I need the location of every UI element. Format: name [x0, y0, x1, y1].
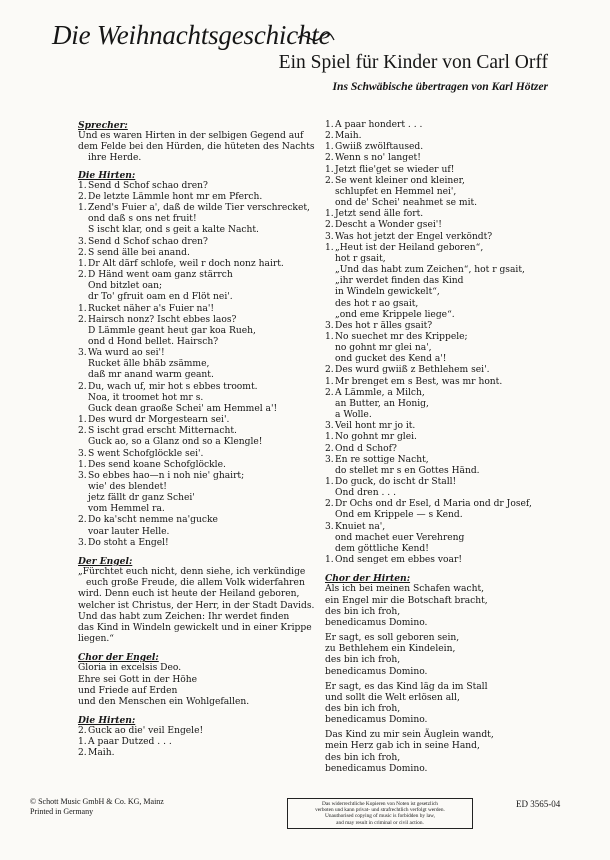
edition-number: ED 3565-04 [516, 799, 561, 809]
speaker-number: 1. [78, 180, 87, 191]
chor-hirten-stanzas [325, 584, 557, 775]
dialogue-text: S send älle bei anand. [88, 247, 190, 258]
dialogue-text: Du, wach uf, mir hot s ebbes troomt. Noa, it troomet hot mr s. Guck dean graoße Schei' am Hemmel a'! [88, 381, 278, 414]
speaker-number: 2. [325, 131, 334, 142]
dialogue-item [325, 243, 557, 321]
speaker-number: 3. [325, 231, 334, 242]
subtitle: Ein Spiel für Kinder von Carl Orff [278, 52, 548, 73]
stanza-line: mein Herz gab ich in seine Hand, [325, 741, 480, 752]
dialogue-text: Rucket näher a's Fuier na'! [88, 303, 215, 314]
dialogue-text: „Heut ist der Heiland geboren“, hot r gsait, „Und das habt zum Zeichen“, hot r gsait, „ihr werdet finden das Kind in Windeln gewickelt“, des hot r ao gsait, „ond eme Krippele liege“. [335, 242, 525, 320]
dialogue-item [78, 304, 314, 315]
dialogue-text: Was hot jetzt der Engel verköndt? [335, 231, 493, 242]
title-flourish-icon [296, 28, 336, 48]
speaker-number: 1. [325, 142, 334, 153]
dialogue-text: A paar hondert . . . [335, 120, 423, 130]
stanza-line: des bin ich froh, [325, 606, 401, 617]
stanza-line: ein Engel mir die Botschaft bracht, [325, 595, 488, 606]
dialogue-text: A paar Dutzed . . . [88, 737, 172, 748]
dialogue-item [325, 142, 557, 153]
stanza [325, 682, 557, 727]
dialogue-item [325, 421, 557, 432]
dialogue-item [325, 220, 557, 231]
speaker-number: 3. [78, 348, 87, 359]
page-title: Die Weihnachtsgeschichte [52, 20, 331, 50]
dialogue-text: Do stoht a Engel! [88, 537, 169, 548]
speaker-number: 1. [325, 555, 334, 566]
speaker-number: 2. [325, 387, 334, 398]
speaker-number: 2. [325, 220, 334, 231]
dialogue-text: No gohnt mr glei. [335, 432, 417, 443]
speaker-number: 1. [325, 120, 334, 130]
printed-text: Printed in Germany [30, 807, 94, 816]
text-line: welcher ist Christus, der Herr, in der Stadt Davids. [78, 600, 315, 611]
dialogue-list-right [325, 120, 557, 566]
text-line: das Kind in Windeln gewickelt und in einer Krippe [78, 622, 312, 633]
dialogue-item [325, 477, 557, 499]
dialogue-item [78, 460, 314, 471]
section-heading-hirten-2: Die Hirten: [78, 714, 136, 726]
stanza-line: benedicamus Domino. [325, 715, 428, 726]
dialogue-item [78, 426, 314, 448]
speaker-number: 2. [325, 175, 334, 186]
speaker-number: 1. [325, 432, 334, 443]
stanza-line: zu Bethlehem ein Kindelein, [325, 644, 456, 655]
stanza [325, 584, 557, 629]
stanza-line: Das Kind zu mir sein Äuglein wandt, [325, 730, 494, 741]
dialogue-item [78, 315, 314, 348]
dialogue-item [78, 203, 314, 236]
dialogue-text: Send d Schof schao dren? [88, 236, 208, 247]
dialogue-item [78, 248, 314, 259]
speaker-number: 1. [78, 258, 87, 269]
dialogue-text: A Lämmle, a Milch, an Butter, an Honig, a Wolle. [335, 387, 429, 421]
dialogue-text: Des send koane Schofglöckle. [88, 459, 226, 470]
dialogue-item [325, 377, 557, 388]
speaker-number: 3. [325, 454, 334, 465]
dialogue-item [325, 176, 557, 209]
dialogue-item [78, 737, 314, 748]
sprecher-text [78, 131, 314, 164]
speaker-number: 1. [325, 477, 334, 487]
stanza-line: des bin ich froh, [325, 655, 401, 666]
speaker-number: 2. [78, 270, 87, 281]
dialogue-item [78, 515, 314, 537]
speaker-number: 3. [325, 421, 334, 432]
speaker-number: 2. [78, 381, 87, 392]
dialogue-item [325, 165, 557, 176]
dialogue-text: No suechet mr des Krippele; no gohnt mr glei na', ond gucket des Kend a'! [335, 331, 468, 365]
dialogue-item [325, 388, 557, 421]
dialogue-text: Knuiet na', ond machet euer Verehreng dem göttliche Kend! [335, 521, 465, 554]
dialogue-item [78, 449, 314, 460]
stanza [325, 633, 557, 678]
dialogue-text: Descht a Wonder gsei'! [335, 220, 442, 231]
dialogue-text: Des hot r älles gsait? [335, 320, 433, 331]
dialogue-item [78, 237, 314, 248]
dialogue-text: Ond senget em ebbes voar! [335, 555, 463, 566]
chor-engel-text [78, 663, 314, 708]
dialogue-item [325, 444, 557, 455]
dialogue-item [325, 131, 557, 142]
dialogue-item [78, 348, 314, 381]
text-line: liegen.“ [78, 634, 114, 645]
stanza-line: und sollt die Welt erlösen all, [325, 692, 460, 703]
dialogue-text: Send d Schof schao dren? [88, 180, 208, 191]
dialogue-list-hirten [78, 181, 314, 549]
speaker-number: 1. [78, 459, 87, 470]
dialogue-item [325, 555, 557, 566]
speaker-number: 3. [78, 236, 87, 247]
notice-line: and may result in criminal or civil action. [336, 819, 424, 826]
dialogue-text: Ond d Schof? [335, 443, 397, 454]
dialogue-item [325, 120, 557, 131]
stanza-line: des bin ich froh, [325, 703, 401, 714]
speaker-number: 1. [325, 331, 334, 342]
dialogue-text: Jetzt flie'get se wieder uf! [335, 164, 455, 175]
engel-text [78, 567, 314, 645]
dialogue-item [78, 748, 314, 759]
dialogue-item [78, 382, 314, 415]
dialogue-text: Se went kleiner ond kleiner, schlupfet en Hemmel nei', ond de' Schei' neahmet se mit. [335, 175, 478, 209]
speaker-number: 1. [78, 303, 87, 314]
text-line: und den Menschen ein Wohlgefallen. [78, 696, 250, 707]
text-line: dem Felde bei den Hürden, die hüteten des Nachts [78, 142, 315, 153]
speaker-number: 2. [325, 499, 334, 510]
dialogue-item [78, 181, 314, 192]
text-line: euch große Freude, die allem Volk widerfahren [86, 578, 305, 589]
dialogue-text: Do guck, do ischt dr Stall! Ond dren . . . [335, 477, 457, 499]
dialogue-text: Dr Ochs ond dr Esel, d Maria ond dr Josef, Ond em Krippele — s Kend. [335, 499, 532, 521]
stanza-line: benedicamus Domino. [325, 763, 428, 774]
stanza-line: benedicamus Domino. [325, 666, 428, 677]
footer-copyright [30, 797, 164, 817]
stanza-line: Er sagt, es das Kind läg da im Stall [325, 681, 488, 692]
dialogue-text: Do ka'scht nemme na'gucke voar lauter Helle. [88, 515, 218, 537]
dialogue-item [325, 499, 557, 521]
speaker-number: 1. [325, 209, 334, 220]
speaker-number: 1. [78, 737, 87, 748]
speaker-number: 2. [325, 365, 334, 376]
dialogue-item [78, 259, 314, 270]
speaker-number: 1. [325, 164, 334, 175]
stanza [325, 730, 557, 775]
translator-credit: Ins Schwäbische übertragen von Karl Hötzer [332, 80, 548, 93]
speaker-number: 2. [78, 314, 87, 325]
dialogue-text: De letzte Lämmle hont mr em Pferch. [88, 191, 263, 202]
text-line: Ehre sei Gott in der Höhe [78, 674, 198, 685]
text-line: „Fürchtet euch nicht, denn siehe, ich verkündige [78, 567, 306, 578]
dialogue-text: Des wurd dr Morgestearn sei'. [88, 415, 230, 426]
dialogue-list-hirten-2 [78, 726, 314, 759]
dialogue-item [78, 192, 314, 203]
dialogue-text: Zend's Fuier a', daß de wilde Tier verschrecket, ond daß s ons net fruit! S ischt klar, ond s geit a kalte Nacht. [88, 203, 310, 236]
section-heading-chor-hirten: Chor der Hirten: [325, 573, 411, 585]
dialogue-item [78, 270, 314, 303]
speaker-number: 2. [325, 153, 334, 164]
dialogue-text: Dr Alt därf schlofe, weil r doch nonz hairt. [88, 258, 284, 269]
stanza-line: Er sagt, es soll geboren sein, [325, 633, 460, 644]
dialogue-text: Wenn s no' langet! [335, 153, 421, 164]
dialogue-text: Hairsch nonz? Ischt ebbes laos? D Lämmle geant heut gar koa Rueh, ond d Hond bellet. Hairsch? [88, 314, 256, 347]
dialogue-item [325, 432, 557, 443]
dialogue-item [325, 321, 557, 332]
dialogue-text: Des wurd gwiiß z Bethlehem sei'. [335, 365, 490, 376]
dialogue-item [325, 332, 557, 365]
dialogue-text: En re sottige Nacht, do stellet mr s en Gottes Händ. [335, 454, 480, 476]
speaker-number: 3. [78, 537, 87, 548]
speaker-number: 3. [325, 521, 334, 532]
dialogue-text: Wa wurd ao sei'! Rucket älle bhäb zsämme, daß mr anand warm geant. [88, 348, 214, 381]
dialogue-item [325, 153, 557, 164]
dialogue-text: S went Schofglöckle sei'. [88, 448, 204, 459]
speaker-number: 1. [325, 376, 334, 387]
speaker-number: 2. [78, 247, 87, 258]
right-column [325, 120, 557, 775]
dialogue-item [325, 232, 557, 243]
section-heading-sprecher: Sprecher: [78, 120, 128, 131]
notice-line: Das widerrechtliche Kopieren von Noten ist gesetzlich [322, 801, 438, 807]
dialogue-item [78, 538, 314, 549]
dialogue-text: So ebbes hao—n i noh nie' ghairt; wie' des blendet! jetz fällt dr ganz Schei' vom Hemmel ra. [88, 470, 245, 515]
stanza-line: des bin ich froh, [325, 752, 401, 763]
dialogue-text: Maih. [88, 748, 115, 759]
dialogue-text: Gwiiß zwölftaused. [335, 142, 424, 153]
dialogue-item [78, 471, 314, 516]
dialogue-text: S ischt grad erscht Mitternacht. Guck ao, so a Glanz ond so a Klengle! [88, 426, 263, 448]
copyright-text: © Schott Music GmbH & Co. KG, Mainz [30, 797, 164, 806]
dialogue-text: Veil hont mr jo it. [335, 421, 416, 432]
section-heading-hirten: Die Hirten: [78, 169, 136, 181]
dialogue-text: Jetzt send älle fort. [335, 209, 424, 220]
dialogue-item [325, 455, 557, 477]
speaker-number: 1. [325, 242, 334, 253]
speaker-number: 3. [78, 448, 87, 459]
dialogue-text: Maih. [335, 131, 362, 142]
text-line: wird. Denn euch ist heute der Heiland geboren, [78, 589, 300, 600]
dialogue-text: Mr brenget em s Best, was mr hont. [335, 376, 503, 387]
dialogue-item [78, 415, 314, 426]
speaker-number: 3. [325, 320, 334, 331]
notice-line: verboten und kann privat- und strafrechtlich verfolgt werden. [315, 807, 445, 814]
text-line: und Friede auf Erden [78, 685, 178, 696]
text-line: Und es waren Hirten in der selbigen Gegend auf [78, 131, 304, 142]
speaker-number: 1. [78, 415, 87, 426]
text-line: ihre Herde. [88, 153, 142, 164]
speaker-number: 2. [78, 515, 87, 526]
section-heading-chor-engel: Chor der Engel: [78, 652, 159, 664]
speaker-number: 3. [78, 470, 87, 481]
notice-line: Unauthorised copying of music is forbidden by law, [325, 813, 435, 820]
text-line: Gloria in excelsis Deo. [78, 663, 182, 674]
dialogue-item [325, 365, 557, 376]
stanza-line: Als ich bei meinen Schafen wacht, [325, 584, 485, 595]
dialogue-item [325, 209, 557, 220]
dialogue-item [325, 522, 557, 555]
dialogue-text: Guck ao die' veil Engele! [88, 726, 204, 737]
speaker-number: 2. [78, 191, 87, 202]
speaker-number: 2. [78, 748, 87, 759]
copy-notice-box [287, 798, 473, 829]
stanza-line: benedicamus Domino. [325, 617, 428, 628]
speaker-number: 2. [325, 443, 334, 454]
dialogue-item [78, 726, 314, 737]
speaker-number: 1. [78, 203, 87, 214]
speaker-number: 2. [78, 726, 87, 737]
speaker-number: 2. [78, 426, 87, 437]
left-column [78, 120, 314, 760]
dialogue-text: D Händ went oam ganz stärrch Ond bitzlet oan; dr To' gfruit oam en d Flöt nei'. [88, 270, 233, 303]
text-line: Und das habt zum Zeichen: Ihr werdet finden [78, 611, 290, 622]
section-heading-engel: Der Engel: [78, 555, 133, 567]
